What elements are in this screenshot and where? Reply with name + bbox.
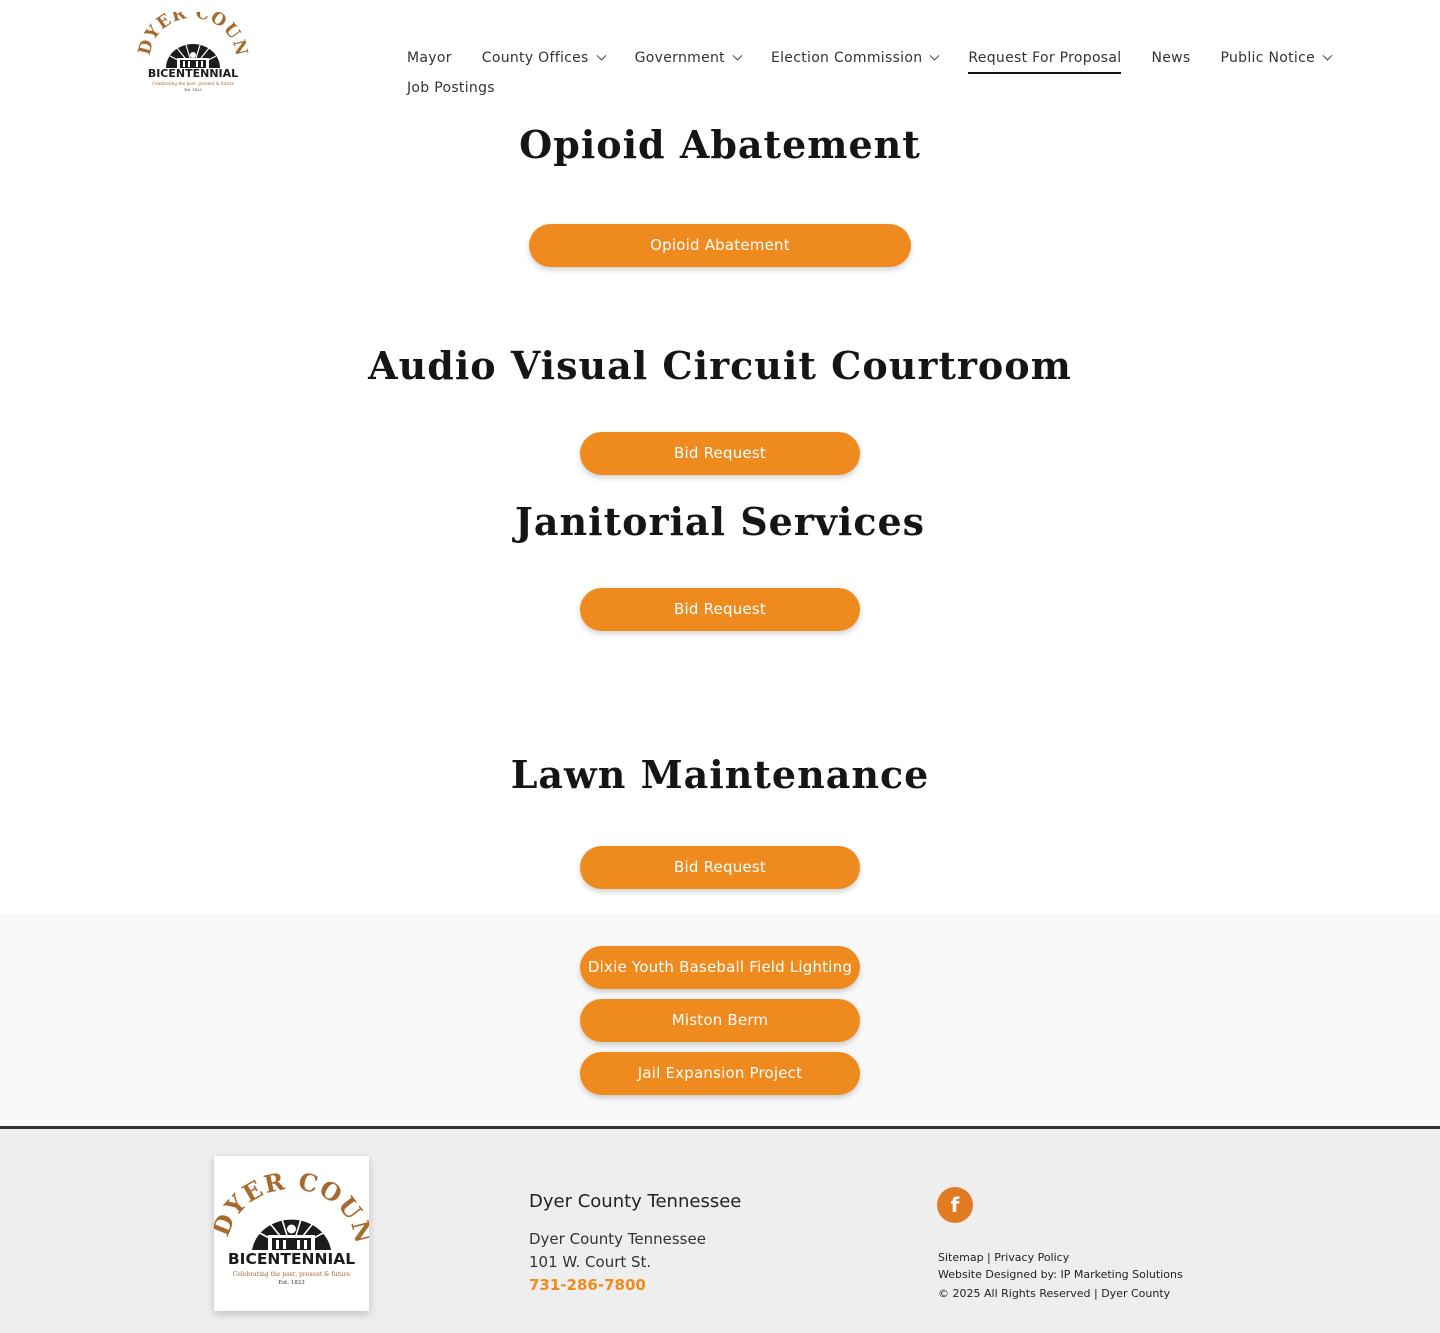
nav-item-public-notice[interactable] xyxy=(1221,44,1332,72)
section-heading-audio-visual: Audio Visual Circuit Courtroom xyxy=(368,343,1072,388)
footer-legal-links xyxy=(938,1251,1069,1264)
janitorial-bid-request-button[interactable]: Bid Request xyxy=(580,588,860,631)
logo-main-text: BICENTENNIAL xyxy=(147,67,239,80)
privacy-policy-link[interactable]: Privacy Policy xyxy=(994,1251,1070,1264)
site-header xyxy=(0,0,1440,110)
nav-row-secondary xyxy=(407,74,1387,102)
nav-item-label: Election Commission xyxy=(770,50,923,66)
lawn-maintenance-bid-request-button[interactable]: Bid Request xyxy=(580,846,860,889)
main-nav xyxy=(407,44,1387,102)
nav-item-label: Mayor xyxy=(407,50,452,66)
footer-phone-link[interactable]: 731-286-7800 xyxy=(529,1276,646,1294)
footer-logo-est: Est. 1823 xyxy=(278,1280,305,1286)
footer-logo-tagline: Celebrating the past, present & future xyxy=(232,1271,351,1278)
dixie-youth-baseball-button[interactable]: Dixie Youth Baseball Field Lighting xyxy=(580,946,860,989)
footer-logo[interactable] xyxy=(214,1156,369,1311)
audio-visual-bid-request-button[interactable]: Bid Request xyxy=(580,432,860,475)
logo-arc-text: DYER COUN xyxy=(136,12,250,59)
logo-tagline: Celebrating the past, present & future xyxy=(152,81,234,86)
section-heading-lawn-maintenance: Lawn Maintenance xyxy=(510,752,930,797)
nav-item-label: Government xyxy=(634,50,725,66)
nav-item-label: County Offices xyxy=(481,50,589,66)
site-footer xyxy=(0,1126,1440,1333)
nav-item-label: Request For Proposal xyxy=(968,50,1122,66)
nav-item-label: News xyxy=(1151,50,1191,66)
link-separator: | xyxy=(983,1251,995,1264)
dyer-county-bicentennial-logo[interactable] xyxy=(136,12,250,96)
nav-item-news[interactable] xyxy=(1151,44,1190,72)
footer-logo-arc-text: YER COU xyxy=(219,1166,369,1227)
logo-est: Est. 1823 xyxy=(184,88,202,92)
facebook-icon[interactable]: f xyxy=(937,1187,973,1223)
nav-item-mayor[interactable] xyxy=(407,44,452,72)
nav-item-label: Public Notice xyxy=(1220,50,1316,66)
chevron-down-icon xyxy=(1323,50,1333,60)
nav-item-request-for-proposal[interactable] xyxy=(968,44,1121,72)
chevron-down-icon xyxy=(930,50,940,60)
sitemap-link[interactable]: Sitemap xyxy=(938,1251,984,1264)
section-heading-janitorial-services: Janitorial Services xyxy=(514,499,926,544)
miston-berm-button[interactable]: Miston Berm xyxy=(580,999,860,1042)
footer-designed-by[interactable]: Website Designed by: IP Marketing Solutions xyxy=(938,1268,1183,1281)
section-heading-opioid-abatement: Opioid Abatement xyxy=(519,122,921,167)
jail-expansion-button[interactable]: Jail Expansion Project xyxy=(580,1052,860,1095)
nav-item-election-commission[interactable] xyxy=(771,44,938,72)
opioid-abatement-button[interactable]: Opioid Abatement xyxy=(529,224,911,267)
footer-logo-main-text: BICENTENNIAL xyxy=(227,1250,356,1268)
footer-title: Dyer County Tennessee xyxy=(529,1191,742,1212)
chevron-down-icon xyxy=(596,50,606,60)
footer-address: 101 W. Court St. xyxy=(529,1253,652,1271)
nav-item-job-postings[interactable] xyxy=(407,74,495,102)
nav-item-label: Job Postings xyxy=(407,80,495,96)
nav-row-primary xyxy=(407,44,1387,72)
chevron-down-icon xyxy=(733,50,743,60)
nav-item-government[interactable] xyxy=(635,44,741,72)
footer-org-name: Dyer County Tennessee xyxy=(529,1230,706,1248)
nav-item-county-offices[interactable] xyxy=(482,44,605,72)
footer-copyright: © 2025 All Rights Reserved | Dyer County xyxy=(938,1287,1171,1300)
